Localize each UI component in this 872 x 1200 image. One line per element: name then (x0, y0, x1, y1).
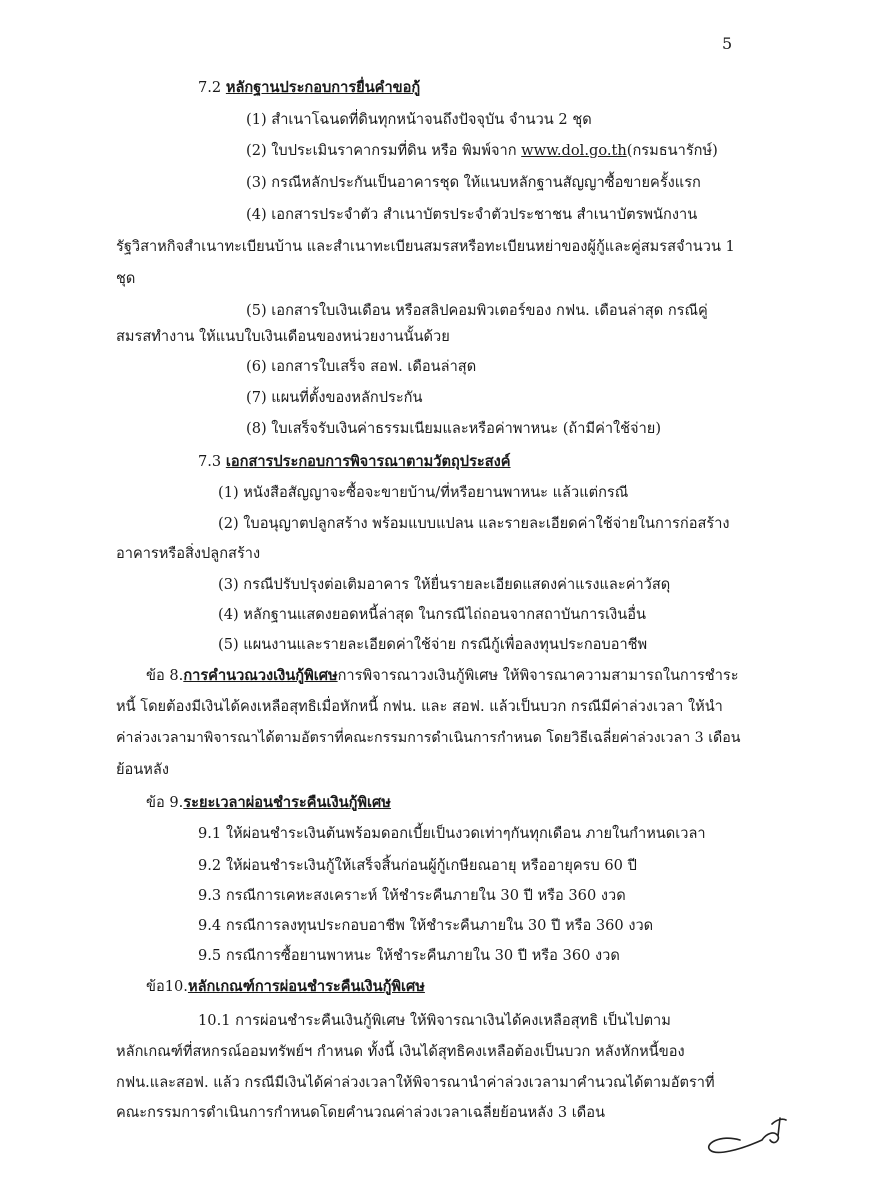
section-10-line-1: 10.1 การผ่อนชำระคืนเงินกู้พิเศษ ให้พิจารณาเงินได้คงเหลือสุทธิ เป็นไปตาม (198, 1012, 671, 1029)
section-8-title: การคำนวณวงเงินกู้พิเศษ (183, 667, 338, 684)
section-10-prefix: ข้อ10. (146, 978, 188, 995)
s7-2-item-2-suffix: (กรมธนารักษ์) (626, 142, 718, 159)
s7-2-item-6: (6) เอกสารใบเสร็จ สอฟ. เดือนล่าสุด (246, 358, 477, 375)
s7-2-item-4-line-3: ชุด (116, 270, 136, 287)
s7-2-item-5-line-2: สมรสทำงาน ให้แนบใบเงินเดือนของหน่วยงานนั้นด้วย (116, 328, 450, 345)
section-7-2-title: หลักฐานประกอบการยื่นคำขอกู้ (225, 79, 421, 96)
section-9-heading (146, 793, 391, 813)
section-10-line-4: คณะกรรมการดำเนินการกำหนดโดยคำนวณค่าล่วงเวลาเฉลี่ยย้อนหลัง 3 เดือน (116, 1104, 605, 1121)
s9-item-5: 9.5 กรณีการซื้อยานพาหนะ ให้ชำระคืนภายใน 30 ปี หรือ 360 งวด (198, 947, 620, 964)
s7-2-item-8: (8) ใบเสร็จรับเงินค่าธรรมเนียมและหรือค่าพาหนะ (ถ้ามีค่าใช้จ่าย) (246, 420, 662, 437)
s7-2-item-3: (3) กรณีหลักประกันเป็นอาคารชุด ให้แนบหลักฐานสัญญาซื้อขายครั้งแรก (246, 174, 701, 191)
section-7-2-number: 7.2 (198, 79, 226, 96)
section-8-prefix: ข้อ 8. (146, 667, 184, 684)
section-7-3-heading (198, 452, 511, 472)
s7-2-item-5-line-1: (5) เอกสารใบเงินเดือน หรือสลิปคอมพิวเตอร์ของ กฟน. เดือนล่าสุด กรณีคู่ (246, 302, 708, 319)
section-7-3-title: เอกสารประกอบการพิจารณาตามวัตถุประสงค์ (225, 453, 511, 470)
signature-icon (700, 1110, 790, 1160)
s7-3-item-2-line-1: (2) ใบอนุญาตปลูกสร้าง พร้อมแบบแปลน และรายละเอียดค่าใช้จ่ายในการก่อสร้าง (218, 515, 730, 532)
s7-2-item-4-line-1: (4) เอกสารประจำตัว สำเนาบัตรประจำตัวประชาชน สำเนาบัตรพนักงาน (246, 206, 698, 223)
page-number: 5 (722, 34, 733, 53)
dol-link[interactable]: www.dol.go.th (521, 142, 627, 159)
s9-item-2: 9.2 ให้ผ่อนชำระเงินกู้ให้เสร็จสิ้นก่อนผู้กู้เกษียณอายุ หรืออายุครบ 60 ปี (198, 857, 637, 874)
s7-3-item-2-line-2: อาคารหรือสิ่งปลูกสร้าง (116, 545, 261, 562)
section-8-line-2: หนี้ โดยต้องมีเงินได้คงเหลือสุทธิเมื่อหักหนี้ กฟน. และ สอฟ. แล้วเป็นบวก กรณีมีค่าล่วงเวลา ให้นำ (116, 698, 723, 715)
s9-item-3: 9.3 กรณีการเคหะสงเคราะห์ ให้ชำระคืนภายใน 30 ปี หรือ 360 งวด (198, 887, 626, 904)
s7-2-item-7: (7) แผนที่ตั้งของหลักประกัน (246, 389, 423, 406)
s9-item-4: 9.4 กรณีการลงทุนประกอบอาชีพ ให้ชำระคืนภายใน 30 ปี หรือ 360 งวด (198, 917, 654, 934)
section-7-3-number: 7.3 (198, 453, 226, 470)
section-8-line-4: ย้อนหลัง (116, 761, 169, 778)
s7-3-item-4: (4) หลักฐานแสดงยอดหนี้ล่าสุด ในกรณีไถ่ถอนจากสถาบันการเงินอื่น (218, 606, 646, 623)
s7-2-item-2-text: (2) ใบประเมินราคากรมที่ดิน หรือ พิมพ์จาก (246, 142, 522, 159)
section-8-line-3: ค่าล่วงเวลามาพิจารณาได้ตามอัตราที่คณะกรรมการดำเนินการกำหนด โดยวิธีเฉลี่ยค่าล่วงเวลา 3 เดือน (116, 730, 741, 746)
section-7-2-heading (198, 78, 420, 98)
section-10-title: หลักเกณฑ์การผ่อนชำระคืนเงินกู้พิเศษ (187, 978, 425, 995)
s7-2-item-4-line-2: รัฐวิสาหกิจสำเนาทะเบียนบ้าน และสำเนาทะเบียนสมรสหรือทะเบียนหย่าของผู้กู้และคู่สมรสจำนวน 1 (116, 238, 735, 255)
s7-2-item-2 (246, 141, 718, 161)
s7-3-item-3: (3) กรณีปรับปรุงต่อเติมอาคาร ให้ยื่นรายละเอียดแสดงค่าแรงและค่าวัสดุ (218, 576, 671, 593)
section-10-line-2: หลักเกณฑ์ที่สหกรณ์ออมทรัพย์ฯ กำหนด ทั้งนี้ เงินได้สุทธิคงเหลือต้องเป็นบวก หลังหักหนี้ของ (116, 1043, 685, 1060)
s7-2-item-1: (1) สำเนาโฉนดที่ดินทุกหน้าจนถึงปัจจุบัน จำนวน 2 ชุด (246, 111, 592, 128)
s7-3-item-1: (1) หนังสือสัญญาจะซื้อจะขายบ้าน/ที่หรือยานพาหนะ แล้วแต่กรณี (218, 484, 629, 501)
section-8-line-1 (146, 666, 739, 686)
s9-item-1: 9.1 ให้ผ่อนชำระเงินต้นพร้อมดอกเบี้ยเป็นงวดเท่าๆกันทุกเดือน ภายในกำหนดเวลา (198, 825, 706, 842)
section-9-title: ระยะเวลาผ่อนชำระคืนเงินกู้พิเศษ (183, 794, 391, 811)
section-10-heading (146, 977, 425, 997)
section-8-text: การพิจารณาวงเงินกู้พิเศษ ให้พิจารณาความสามารถในการชำระ (337, 667, 739, 684)
s7-3-item-5: (5) แผนงานและรายละเอียดค่าใช้จ่าย กรณีกู้เพื่อลงทุนประกอบอาชีพ (218, 636, 648, 653)
section-9-prefix: ข้อ 9. (146, 794, 184, 811)
section-10-line-3: กฟน.และสอฟ. แล้ว กรณีมีเงินได้ค่าล่วงเวลาให้พิจารณานำค่าล่วงเวลามาคำนวณได้ตามอัตราที่ (116, 1074, 715, 1091)
